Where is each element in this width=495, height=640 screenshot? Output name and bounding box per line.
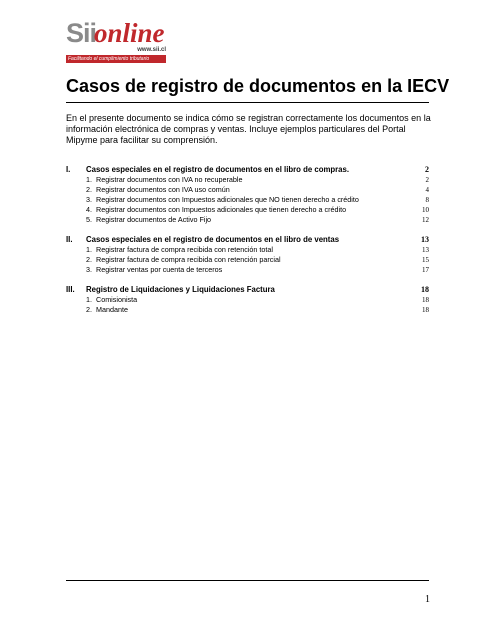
toc-entry-page: 17: [422, 266, 429, 274]
toc-section-number: II.: [66, 235, 73, 244]
toc-entry-number: 2.: [86, 255, 92, 264]
toc-entry-page: 18: [422, 306, 429, 314]
table-of-contents: [66, 164, 429, 324]
toc-entry-number: 1.: [86, 295, 92, 304]
toc-entry-label: Mandante: [96, 305, 128, 314]
toc-entry-label: Registrar documentos con Impuestos adicionales que tienen derecho a crédito: [96, 205, 347, 214]
toc-section-label: Registro de Liquidaciones y Liquidaciones Factura: [86, 285, 275, 294]
toc-entry-label: Registrar documentos con IVA uso común: [96, 185, 230, 194]
toc-entry-number: 2.: [86, 305, 92, 314]
toc-entry-page: 15: [422, 256, 429, 264]
footer-divider: [66, 580, 429, 581]
toc-entry[interactable]: [66, 185, 429, 195]
toc-section-label: Casos especiales en el registro de documentos en el libro de ventas: [86, 235, 340, 244]
sii-online-logo: [66, 16, 166, 66]
toc-section-heading[interactable]: [66, 234, 429, 245]
toc-entry-number: 3.: [86, 195, 92, 204]
logo-online-text: online: [94, 18, 165, 48]
toc-entry[interactable]: [66, 265, 429, 275]
toc-section: [66, 234, 429, 275]
toc-entry-page: 2: [425, 176, 429, 184]
intro-paragraph: En el presente documento se indica cómo se registran correctamente los documentos en la información electrónica de compras y ventas. Incluye ejemplos particulares del Portal Mipyme para facilitar su comprensión.: [66, 113, 431, 145]
toc-section-label: Casos especiales en el registro de documentos en el libro de compras.: [86, 165, 350, 174]
logo-url: www.sii.cl: [137, 47, 166, 53]
toc-entry[interactable]: [66, 205, 429, 215]
logo-wordmark: [66, 16, 165, 50]
toc-entry-label: Registrar factura de compra recibida con retención parcial: [96, 255, 281, 264]
toc-section-page: 13: [421, 235, 429, 244]
toc-section-page: 2: [425, 165, 429, 174]
toc-entry[interactable]: [66, 215, 429, 225]
title-divider: [66, 102, 429, 103]
logo-sii-text: Sii: [66, 18, 97, 48]
toc-entry-number: 1.: [86, 175, 92, 184]
toc-entry-number: 5.: [86, 215, 92, 224]
toc-entry-label: Registrar ventas por cuenta de terceros: [96, 265, 223, 274]
toc-entry[interactable]: [66, 295, 429, 305]
toc-entry-label: Registrar documentos con IVA no recuperable: [96, 175, 243, 184]
toc-entry-number: 2.: [86, 185, 92, 194]
page-number: 1: [425, 594, 430, 605]
toc-entry[interactable]: [66, 195, 429, 205]
toc-entry-page: 8: [425, 196, 429, 204]
toc-entry-page: 13: [422, 246, 429, 254]
toc-section-number: I.: [66, 165, 71, 174]
document-title: Casos de registro de documentos en la IECV: [66, 76, 450, 96]
toc-entry-page: 12: [422, 216, 429, 224]
toc-entry-page: 10: [422, 206, 429, 214]
toc-section: [66, 164, 429, 225]
toc-entry-label: Registrar factura de compra recibida con retención total: [96, 245, 273, 254]
toc-entry[interactable]: [66, 245, 429, 255]
toc-entry-label: Comisionista: [96, 295, 138, 304]
toc-entry-label: Registrar documentos de Activo Fijo: [96, 215, 212, 224]
logo-tagline: Facilitando el cumplimiento tributario: [66, 55, 166, 63]
toc-section: [66, 284, 429, 315]
toc-entry-page: 18: [422, 296, 429, 304]
toc-section-number: III.: [66, 285, 75, 294]
toc-section-heading[interactable]: [66, 284, 429, 295]
toc-entry[interactable]: [66, 255, 429, 265]
toc-entry-page: 4: [425, 186, 429, 194]
toc-entry-number: 1.: [86, 245, 92, 254]
toc-entry[interactable]: [66, 175, 429, 185]
toc-section-page: 18: [421, 285, 429, 294]
toc-entry-number: 3.: [86, 265, 92, 274]
toc-section-heading[interactable]: [66, 164, 429, 175]
toc-entry-number: 4.: [86, 205, 92, 214]
toc-entry-label: Registrar documentos con Impuestos adicionales que NO tienen derecho a crédito: [96, 195, 359, 204]
toc-entry[interactable]: [66, 305, 429, 315]
